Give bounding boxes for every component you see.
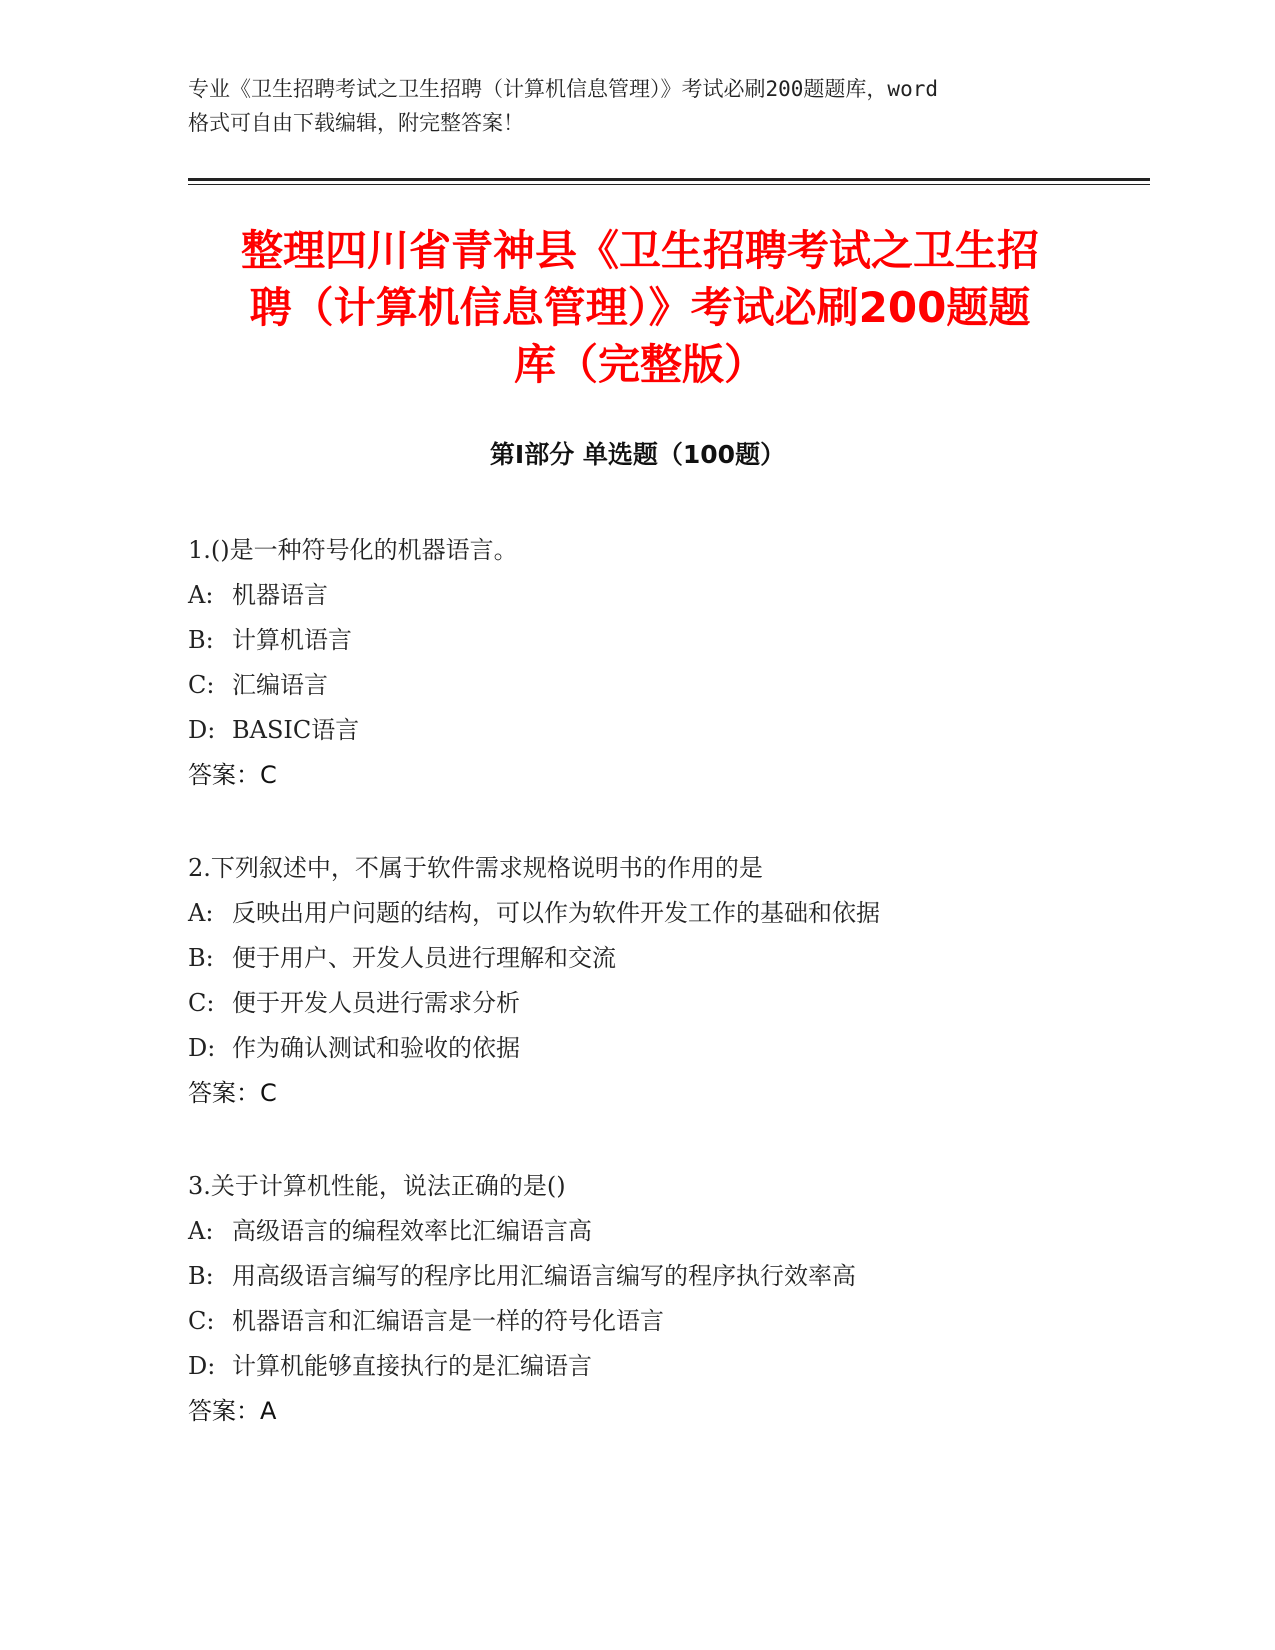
answer-line: 答案：C — [188, 1079, 277, 1107]
option-prefix: D: — [188, 1034, 216, 1062]
document-title-line-1: 整理四川省青神县《卫生招聘考试之卫生招 — [240, 226, 1039, 275]
option-a — [188, 1209, 1148, 1254]
option-text: 汇编语言 — [232, 671, 328, 699]
option-text: 便于用户、开发人员进行理解和交流 — [232, 944, 616, 972]
option-c — [188, 981, 1148, 1026]
option-text: 反映出用户问题的结构，可以作为软件开发工作的基础和依据 — [232, 899, 880, 927]
option-prefix: A: — [188, 899, 214, 927]
option-text: 高级语言的编程效率比汇编语言高 — [232, 1217, 592, 1245]
option-b — [188, 936, 1148, 981]
question-stem: 3.关于计算机性能，说法正确的是() — [188, 1172, 566, 1200]
header-note-line-1: 专业《卫生招聘考试之卫生招聘（计算机信息管理）》考试必刷200题题库，word — [188, 77, 938, 101]
option-text: 计算机语言 — [232, 626, 352, 654]
question-1 — [188, 528, 1148, 798]
option-text: 便于开发人员进行需求分析 — [232, 989, 520, 1017]
option-b — [188, 618, 1148, 663]
document-title — [190, 222, 1090, 393]
option-prefix: A: — [188, 1217, 214, 1245]
header-note — [188, 72, 1088, 140]
option-a — [188, 891, 1148, 936]
option-c — [188, 1299, 1148, 1344]
header-note-line-2: 格式可自由下载编辑，附完整答案！ — [188, 111, 524, 135]
option-a — [188, 573, 1148, 618]
option-prefix: A: — [188, 581, 214, 609]
header-divider-thick — [188, 178, 1150, 181]
option-text: 机器语言和汇编语言是一样的符号化语言 — [232, 1307, 664, 1335]
document-title-line-2: 聘（计算机信息管理）》考试必刷200题题 — [249, 283, 1031, 332]
option-prefix: D: — [188, 1352, 216, 1380]
option-text: 作为确认测试和验收的依据 — [232, 1034, 520, 1062]
option-prefix: C: — [188, 671, 215, 699]
option-d — [188, 1026, 1148, 1071]
option-prefix: C: — [188, 989, 215, 1017]
option-text: 机器语言 — [232, 581, 328, 609]
option-text: 用高级语言编写的程序比用汇编语言编写的程序执行效率高 — [232, 1262, 856, 1290]
question-stem: 1.()是一种符号化的机器语言。 — [188, 536, 518, 564]
header-divider-thin — [188, 184, 1150, 185]
option-d — [188, 708, 1148, 753]
option-d — [188, 1344, 1148, 1389]
option-prefix: B: — [188, 626, 214, 654]
answer-line: 答案：C — [188, 761, 277, 789]
option-c — [188, 663, 1148, 708]
option-b — [188, 1254, 1148, 1299]
document-title-line-3: 库（完整版） — [513, 340, 766, 389]
option-prefix: B: — [188, 1262, 214, 1290]
question-2 — [188, 846, 1148, 1116]
option-prefix: B: — [188, 944, 214, 972]
question-3 — [188, 1164, 1148, 1434]
option-prefix: D: — [188, 716, 216, 744]
question-stem: 2.下列叙述中，不属于软件需求规格说明书的作用的是 — [188, 854, 763, 882]
option-prefix: C: — [188, 1307, 215, 1335]
option-text: BASIC语言 — [232, 716, 360, 744]
option-text: 计算机能够直接执行的是汇编语言 — [232, 1352, 592, 1380]
section-title: 第Ⅰ部分 单选题（100题） — [489, 440, 786, 469]
answer-line: 答案：A — [188, 1397, 277, 1425]
